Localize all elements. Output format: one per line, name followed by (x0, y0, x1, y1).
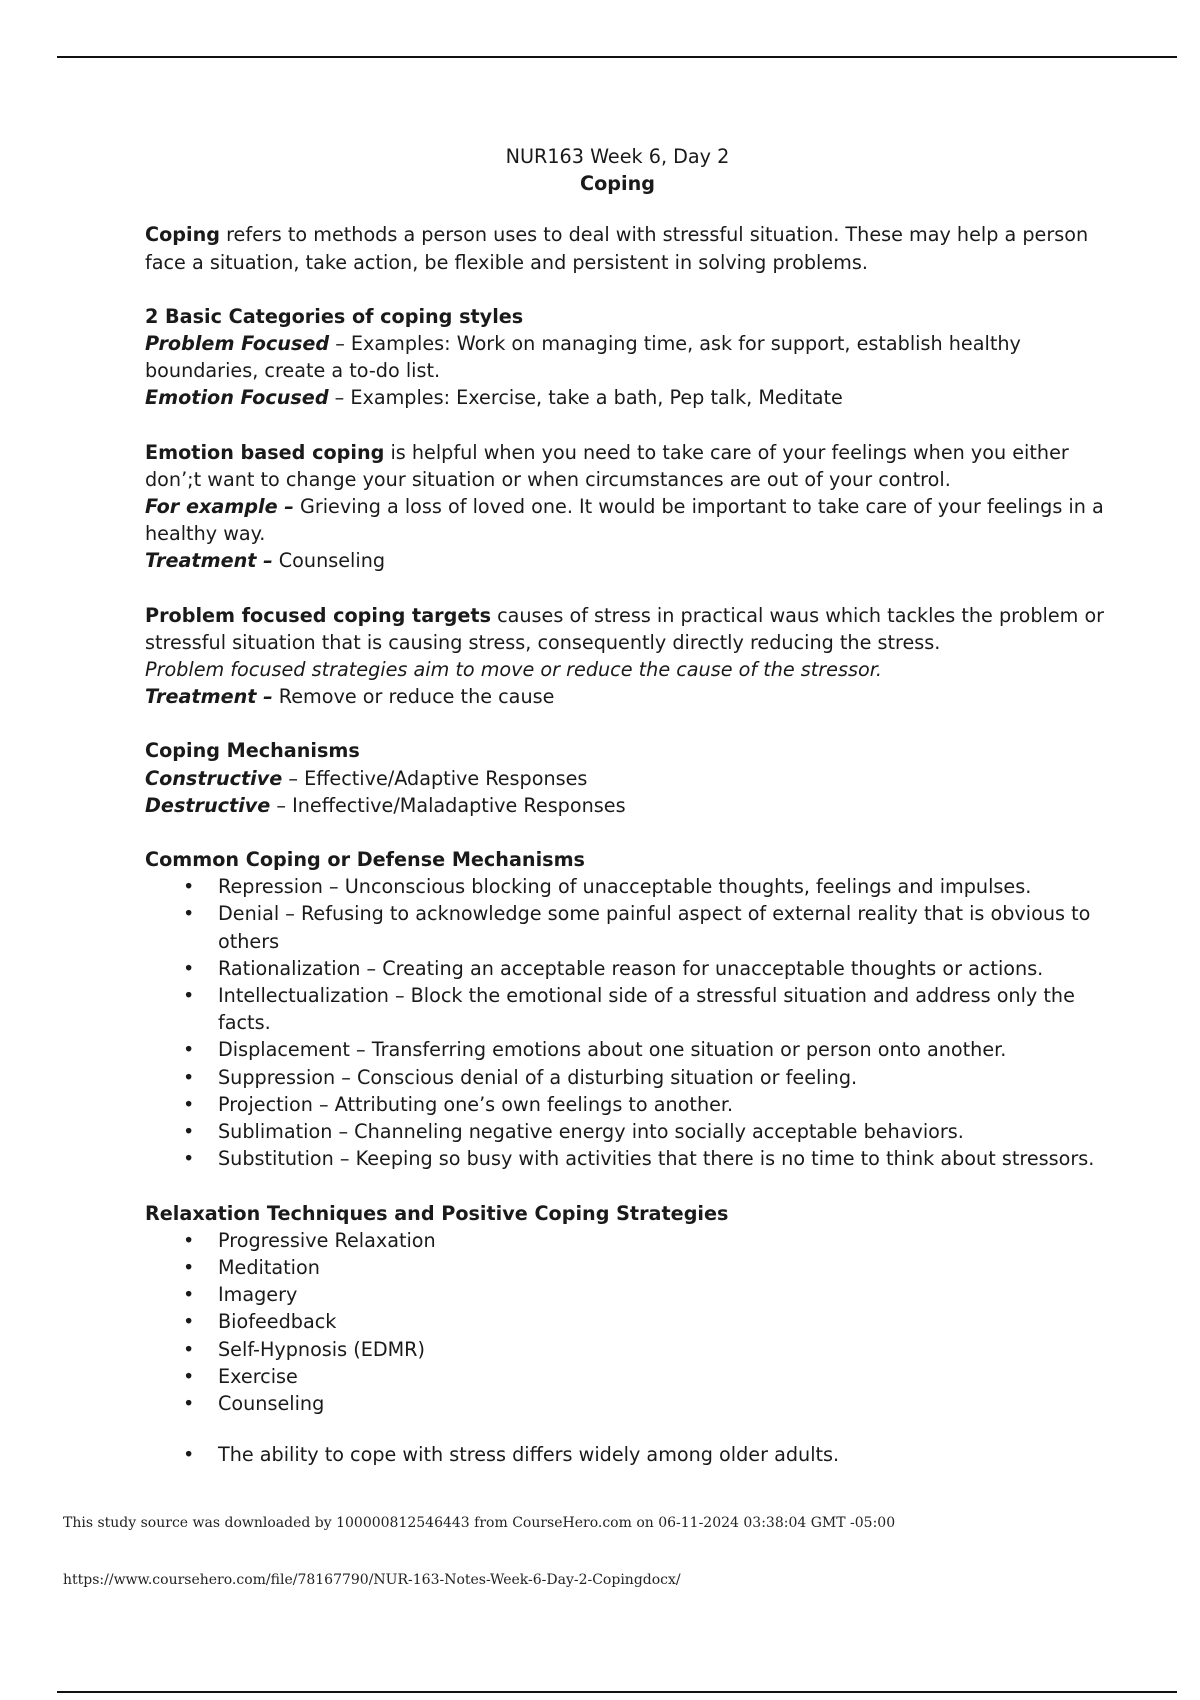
emotion-focused-line: Emotion Focused – Examples: Exercise, take a bath, Pep talk, Meditate (145, 386, 843, 410)
problem-focused-paragraph: Problem focused coping targets causes of stress in practical waus which tackles the problem or stressful situation that is causing stress, consequently directly reducing the stress. (145, 603, 1105, 654)
relaxation-list (145, 1227, 1105, 1417)
list-item: • Sublimation – Channeling negative energy into socially acceptable behaviors. (145, 1118, 1105, 1145)
bullet-icon: • (183, 1310, 195, 1334)
bullet-icon: • (183, 902, 195, 926)
bullet-icon: • (183, 1228, 195, 1252)
course-heading: NUR163 Week 6, Day 2 (505, 145, 730, 168)
list-item: • Suppression – Conscious denial of a disturbing situation or feeling. (145, 1064, 1105, 1091)
bullet-icon: • (183, 1065, 195, 1089)
bullet-icon: • (183, 1038, 195, 1062)
bullet-icon: • (183, 1391, 195, 1415)
relaxation-heading: Relaxation Techniques and Positive Coping Strategies (145, 1201, 729, 1225)
emotion-example: For example – Grieving a loss of loved one. It would be important to take care of your feelings in a healthy way. (145, 495, 1104, 546)
bullet-icon: • (183, 1337, 195, 1361)
bullet-icon: • (183, 875, 195, 899)
source-url: https://www.coursehero.com/file/78167790/NUR-163-Notes-Week-6-Day-2-Copingdocx/ (63, 1572, 681, 1588)
list-item: • Counseling (145, 1390, 1105, 1417)
top-rule (57, 56, 1177, 58)
list-item: • Rationalization – Creating an acceptable reason for unacceptable thoughts or actions. (145, 955, 1105, 982)
list-item: • Displacement – Transferring emotions about one situation or person onto another. (145, 1036, 1105, 1063)
document-body (145, 143, 1105, 1468)
list-item: • Progressive Relaxation (145, 1227, 1105, 1254)
download-notice: This study source was downloaded by 100000812546443 from CourseHero.com on 06-11-2024 03:38:04 GMT -05:00 (63, 1515, 896, 1531)
categories-heading: 2 Basic Categories of coping styles (145, 304, 524, 328)
bullet-icon: • (183, 1147, 195, 1171)
defense-heading: Common Coping or Defense Mechanisms (145, 848, 585, 872)
bullet-icon: • (183, 1283, 195, 1307)
list-item: • Exercise (145, 1363, 1105, 1390)
problem-focused-line: Problem Focused – Examples: Work on managing time, ask for support, establish healthy boundaries, create a to-do list. (145, 332, 1021, 383)
bottom-rule (57, 1691, 1177, 1693)
list-item: • Biofeedback (145, 1308, 1105, 1335)
defense-list (145, 873, 1105, 1172)
bullet-icon: • (183, 1443, 195, 1467)
bullet-icon: • (183, 1092, 195, 1116)
constructive-line: Constructive – Effective/Adaptive Responses (145, 766, 588, 790)
problem-focused-strategy: Problem focused strategies aim to move or reduce the cause of the stressor. (145, 658, 882, 682)
destructive-line: Destructive – Ineffective/Maladaptive Responses (145, 793, 626, 817)
list-item: • Projection – Attributing one’s own feelings to another. (145, 1091, 1105, 1118)
list-item: • Imagery (145, 1281, 1105, 1308)
closing-list (145, 1441, 1105, 1468)
list-item: • The ability to cope with stress differs widely among older adults. (145, 1441, 1105, 1468)
list-item: • Intellectualization – Block the emotional side of a stressful situation and address only the facts. (183, 984, 1075, 1035)
mechanisms-heading: Coping Mechanisms (145, 739, 360, 763)
bullet-icon: • (183, 956, 195, 980)
list-item: • Denial – Refusing to acknowledge some painful aspect of external reality that is obvious to others (183, 902, 1091, 953)
emotion-treatment: Treatment – Counseling (145, 549, 386, 573)
list-item: • Substitution – Keeping so busy with activities that there is no time to think about stressors. (145, 1145, 1105, 1172)
emotion-based-paragraph: Emotion based coping is helpful when you need to take care of your feelings when you either don’;t want to change your situation or when circumstances are out of your control. (145, 440, 1069, 491)
bullet-icon: • (183, 1255, 195, 1279)
list-item: • Self-Hypnosis (EDMR) (145, 1336, 1105, 1363)
problem-treatment: Treatment – Remove or reduce the cause (145, 685, 555, 709)
bullet-icon: • (183, 1120, 195, 1144)
intro-paragraph: Coping refers to methods a person uses to deal with stressful situation. These may help a person face a situation, take action, be flexible and persistent in solving problems. (145, 223, 1089, 274)
bullet-icon: • (183, 1364, 195, 1388)
page-title: Coping (580, 172, 655, 196)
list-item: • Meditation (145, 1254, 1105, 1281)
bullet-icon: • (183, 984, 195, 1008)
list-item: • Repression – Unconscious blocking of unacceptable thoughts, feelings and impulses. (145, 873, 1105, 900)
